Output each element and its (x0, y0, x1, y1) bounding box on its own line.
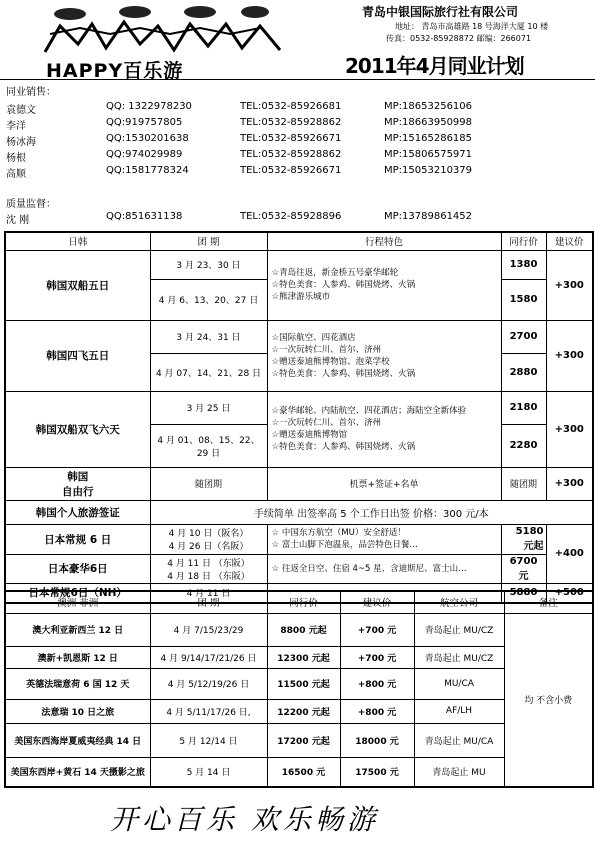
company-fax: 传真：0532-85928872 邮编：266071 (386, 34, 532, 43)
plan-title: 2011年4月同业计划 (345, 54, 524, 78)
col-header: 备注 (504, 591, 593, 613)
contact-tel: TEL:0532-85928862 (240, 117, 342, 128)
airline: 青岛起止 MU (414, 757, 504, 787)
header-divider (0, 79, 595, 80)
route-date: 3 月 23、30 日 (150, 250, 267, 279)
trade-price: 6700 元 (501, 554, 546, 583)
col-header: 同行价 (501, 232, 546, 250)
route-date: 4 月 9/14/17/21/26 日 (150, 646, 267, 668)
table-row (5, 320, 593, 353)
contact-row (6, 117, 586, 131)
visa-info: 手续简单 出签率高 5 个工作日出签 价格：300 元/本 (150, 500, 593, 524)
route-date: 5 月 12/14 日 (150, 723, 267, 757)
feature-line: ☆ 中国东方航空（MU）安全舒适！ (271, 528, 406, 538)
route-date: 4 月 5/11/17/26 日, (150, 699, 267, 723)
suggested-price: +300 (546, 250, 593, 320)
trade-price: 16500 元 (267, 757, 340, 787)
airline: 青岛起止 MU/CZ (414, 646, 504, 668)
suggested-price: +700 元 (340, 613, 414, 646)
contact-name: 杨根 (6, 153, 26, 164)
col-header: 日韩 (5, 232, 150, 250)
feature-line: ☆熊津游乐城市 (271, 292, 331, 302)
contact-name: 沈 刚 (6, 215, 30, 226)
feature-line: ☆国际航空、四花酒店 (271, 332, 356, 343)
route-name-line: 韩国 (67, 470, 89, 483)
contact-tel: TEL:0532-85928896 (240, 211, 342, 222)
footer-slogan: 开心百乐 欢乐畅游 (110, 803, 379, 836)
suggested-price: +300 (546, 467, 593, 500)
route-name: 法意瑞 10 日之旅 (5, 699, 150, 723)
col-header: 行程特色 (267, 232, 501, 250)
route-features (267, 320, 501, 391)
col-header: 航空公司 (414, 591, 504, 613)
trade-price: 2180 (501, 391, 546, 424)
contact-row (6, 165, 586, 179)
table-row (5, 467, 593, 500)
feature-line: ☆一次玩转仁川、首尔、济州 (271, 344, 382, 355)
company-address: 地址： 青岛市高雄路 18 号海洋大厦 10 楼 (395, 22, 549, 31)
feature-line: ☆一次玩转仁川、首尔、济州 (271, 418, 382, 428)
contact-mobile: MP:15806575971 (384, 149, 473, 160)
route-date: 3 月 25 日 (150, 391, 267, 424)
airline: MU/CA (414, 668, 504, 699)
route-date (150, 554, 267, 583)
qc-contact-row (6, 211, 586, 225)
suggested-price: +800 元 (340, 668, 414, 699)
route-features: 机票+签证+名单 (267, 467, 501, 500)
route-name: 韩国双船双飞六天 (5, 391, 150, 467)
route-name: 韩国四飞五日 (5, 320, 150, 391)
col-header: 澳洲 非洲 (5, 591, 150, 613)
contact-row (6, 149, 586, 163)
route-date (150, 524, 267, 554)
contact-tel: TEL:0532-85926681 (240, 101, 342, 112)
trade-price: 2700 (501, 320, 546, 353)
airline: 青岛起止 MU/CA (414, 723, 504, 757)
route-name: 韩国个人旅游签证 (5, 500, 150, 524)
route-name: 日本常规6日（NH） (5, 583, 150, 603)
table-row (5, 613, 593, 646)
trade-price: 1580 (501, 279, 546, 320)
long-haul-table (4, 590, 594, 788)
route-name: 英德法瑞意荷 6 国 12 天 (5, 668, 150, 699)
route-name: 美国东西岸+黄石 14 天摄影之旅 (5, 757, 150, 787)
date-line: 4 月 10 日（阪名） (168, 529, 249, 539)
route-features (267, 250, 501, 320)
route-date: 4 月 5/12/19/26 日 (150, 668, 267, 699)
route-name: 日本豪华6日 (5, 554, 150, 583)
col-header: 同行价 (267, 591, 340, 613)
trade-price: 12200 元起 (267, 699, 340, 723)
sales-label: 同业销售： (6, 87, 56, 98)
table-row (5, 500, 593, 524)
col-header: 建议价 (340, 591, 414, 613)
company-name: 青岛中银国际旅行社有限公司 (362, 5, 519, 19)
col-header: 团 期 (150, 591, 267, 613)
route-date: 4 月 01、08、15、22、29 日 (150, 424, 267, 467)
route-date: 3 月 24、31 日 (150, 320, 267, 353)
suggested-price: +300 (546, 320, 593, 391)
logo-figures-icon (40, 4, 290, 59)
contact-row (6, 133, 586, 147)
suggested-price: +300 (546, 391, 593, 467)
trade-price: 1380 (501, 250, 546, 279)
trade-price: 12300 元起 (267, 646, 340, 668)
trade-price: 5880 (501, 583, 546, 603)
route-date: 4 月 6、13、20、27 日 (150, 279, 267, 320)
route-name: 日本常规 6 日 (5, 524, 150, 554)
contact-row (6, 101, 586, 115)
route-features (267, 524, 501, 554)
contact-tel: TEL:0532-85926671 (240, 165, 342, 176)
contact-tel: TEL:0532-85928862 (240, 149, 342, 160)
table-row (5, 554, 593, 583)
feature-line: ☆特色美食：人参鸡、韩国烧烤、火锅 (271, 280, 416, 290)
contact-tel: TEL:0532-85926671 (240, 133, 342, 144)
trade-price: 8800 元起 (267, 613, 340, 646)
route-name: 澳大利亚新西兰 12 日 (5, 613, 150, 646)
airline: AF/LH (414, 699, 504, 723)
table-header-row (5, 591, 593, 613)
feature-line: ☆赠送泰迪熊博物馆、泡菜学校 (271, 356, 390, 367)
date-line: 4 月 18 日 （东阪） (167, 571, 250, 582)
logo-text: HAPPY百乐游 (46, 60, 184, 82)
route-date: 5 月 14 日 (150, 757, 267, 787)
table-row (5, 250, 593, 279)
table-row (5, 391, 593, 424)
col-header: 团 期 (150, 232, 267, 250)
contact-mobile: MP:18663950998 (384, 117, 473, 128)
suggested-price: 17500 元 (340, 757, 414, 787)
route-features: ☆ 往返全日空、住宿 4~5 星、含迪斯尼、富士山… (267, 554, 501, 583)
route-date: 随团期 (150, 467, 267, 500)
contact-name: 袁德文 (6, 105, 36, 116)
trade-price: 随团期 (501, 467, 546, 500)
contact-qq: QQ:1581778324 (106, 165, 189, 176)
contact-qq: QQ:974029989 (106, 149, 183, 160)
contact-qq: QQ:851631138 (106, 211, 183, 222)
route-name: 美国东西海岸夏威夷经典 14 日 (5, 723, 150, 757)
feature-line: ☆青岛往返，新金桥五号豪华邮轮 (271, 268, 399, 278)
date-line: 4 月 26 日（名阪） (168, 542, 249, 552)
remark: 均 不含小费 (504, 613, 593, 787)
suggested-price: 18000 元 (340, 723, 414, 757)
suggested-price: +800 元 (340, 699, 414, 723)
route-name: 韩国双船五日 (5, 250, 150, 320)
brand-logo (40, 4, 290, 82)
contact-name: 杨冰海 (6, 137, 36, 148)
suggested-price: +400 (546, 524, 593, 583)
airline: 青岛起止 MU/CZ (414, 613, 504, 646)
contact-qq: QQ: 1322978230 (106, 101, 192, 112)
route-date: 4 月 07、14、21、28 日 (150, 353, 267, 391)
contact-mobile: MP:15053210379 (384, 165, 473, 176)
contact-mobile: MP:15165286185 (384, 133, 473, 144)
feature-line: ☆赠送泰迪熊博物馆 (271, 430, 348, 440)
route-date: 4 月 7/15/23/29 (150, 613, 267, 646)
route-name (5, 467, 150, 500)
trade-price: 17200 元起 (267, 723, 340, 757)
feature-line: ☆特色美食：人参鸡、韩国烧烤、火锅 (271, 442, 416, 452)
route-name-line: 自由行 (62, 485, 94, 498)
col-header: 建议价 (546, 232, 593, 250)
table-header-row (5, 232, 593, 250)
trade-price: 2880 (501, 353, 546, 391)
table-row (5, 524, 593, 554)
contact-mobile: MP:18653256106 (384, 101, 473, 112)
trade-price: 5180 元起 (501, 524, 546, 554)
feature-line: ☆特色美食：人参鸡、韩国烧烤、火锅 (271, 368, 416, 379)
trade-price: 11500 元起 (267, 668, 340, 699)
trade-price: 2280 (501, 424, 546, 467)
feature-line: ☆ 富士山脚下泡温泉，品尝特色日餐… (271, 540, 418, 550)
japan-korea-table (4, 231, 594, 604)
route-name: 澳新+凯恩斯 12 日 (5, 646, 150, 668)
date-line: 4 月 11 日 （东阪） (167, 558, 250, 569)
contact-qq: QQ:919757805 (106, 117, 183, 128)
contact-qq: QQ:1530201638 (106, 133, 189, 144)
qc-label: 质量监督： (6, 199, 56, 210)
feature-line: ☆豪华邮轮、内陆航空、四花酒店；海陆空全新体验 (271, 406, 467, 416)
route-features (267, 391, 501, 467)
contact-name: 高顺 (6, 169, 26, 180)
route-date: 4 月 11 日 (150, 583, 267, 603)
suggested-price: +500 (546, 583, 593, 603)
contact-mobile: MP:13789861452 (384, 211, 473, 222)
suggested-price: +700 元 (340, 646, 414, 668)
contact-name: 李洋 (6, 121, 26, 132)
